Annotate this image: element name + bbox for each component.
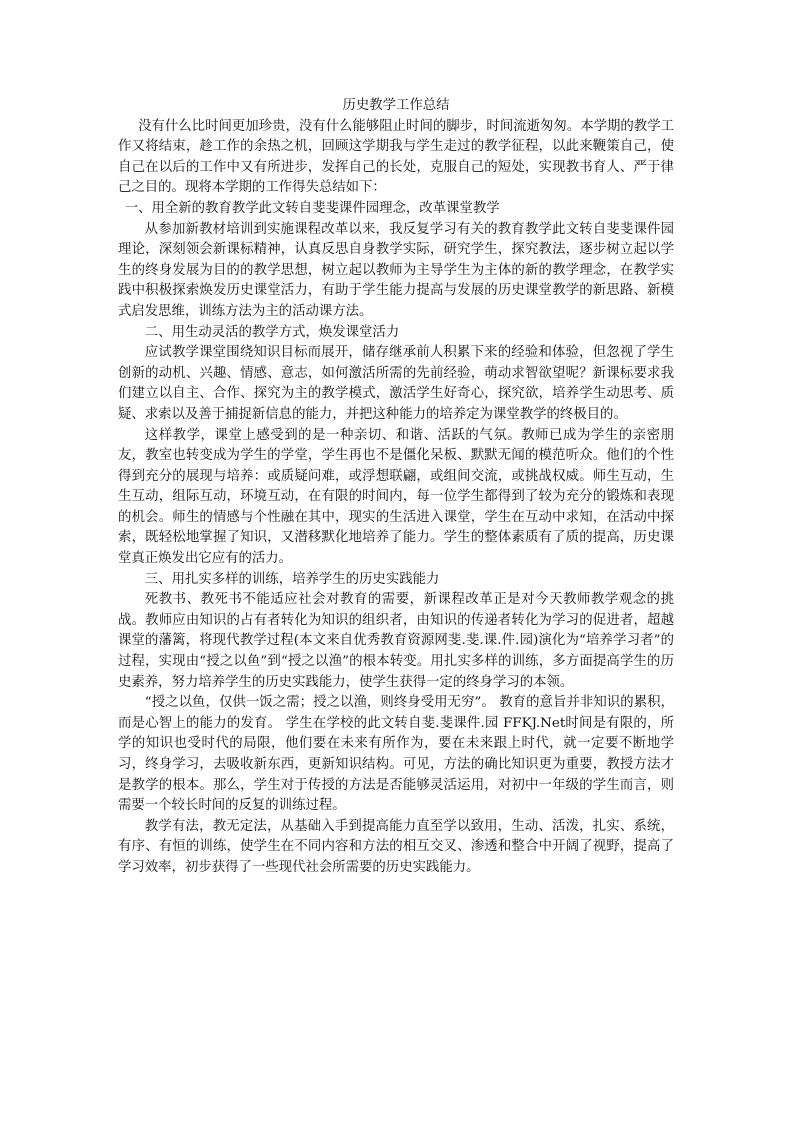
section-heading-2: 二、用生动灵活的教学方式，焕发课堂活力 — [144, 324, 400, 340]
body-paragraph: “授之以鱼，仅供一饭之需；授之以渔，则终身受用无穷”。 教育的意旨并非知识的累积，而是心智上的能力的发育。 学生在学校的此文转自斐.斐课件.园 FFKJ.Net时间是有限的，所学的知识也受时代的局限，他们要在未来有所作为，要在未来跟上时代，就一定要不断地学习，终身学习，去吸收新东西，更新知识结构。可见，方法的确比知识更为重要，教授方法才是教学的根本。那么，学生对于传授的方法是否能够灵活运用，对初中一年级的学生而言，则需要一个较长时间的反复的训练过程。 — [118, 695, 674, 814]
document-title: 历史教学工作总结 — [342, 98, 450, 113]
document-page — [118, 96, 674, 879]
body-paragraph: 死教书、教死书不能适应社会对教育的需要，新课程改革正是对今天教师教学观念的挑战。教师应由知识的占有者转化为知识的组织者，由知识的传递者转化为学习的促进者，超越课堂的藩篱，将现代教学过程(本文来自优秀教育资源网斐.斐.课.件.园)演化为“培养学习者”的过程，实现由“授之以鱼”到“授之以渔”的根本转变。用扎实多样的训练，多方面提高学生的历史素养，努力培养学生的历史实践能力，使学生获得一定的终身学习的本领。 — [118, 592, 674, 690]
section-heading-3: 三、用扎实多样的训练，培养学生的历史实践能力 — [144, 571, 440, 587]
body-paragraph: 教学有法，教无定法，从基础入手到提高能力直至学以致用，生动、活泼，扎实、系统，有序、有恒的训练，使学生在不同内容和方法的相互交叉、渗透和整合中开阔了视野，提高了学习效率，初步获得了一些现代社会所需要的历史实践能力。 — [118, 818, 674, 875]
body-paragraph: 应试教学课堂围绕知识目标而展开，储存继承前人积累下来的经验和体验，但忽视了学生创新的动机、兴趣、情感、意志，如何激活所需的先前经验，萌动求智欲望呢？新课标要求我们建立以自主、合作、探究为主的教学模式，激活学生好奇心，探究欲，培养学生动思考、质疑、求索以及善于捕捉新信息的能力，并把这种能力的培养定为课堂教学的终极目的。 — [118, 345, 674, 422]
body-paragraph: 这样教学，课堂上感受到的是一种亲切、和谐、活跃的气氛。教师已成为学生的亲密朋友，教室也转变成为学生的学堂，学生再也不是僵化呆板、默默无闻的模范听众。他们的个性得到充分的展现与培养：或质疑问难，或浮想联翩，或组间交流，或挑战权威。师生互动，生生互动，组际互动，环境互动，在有限的时间内，每一位学生都得到了较为充分的锻炼和表现的机会。师生的情感与个性融在其中，现实的生活进入课堂，学生在互动中求知，在活动中探索，既轻松地掌握了知识，又潜移默化地培养了能力。学生的整体素质有了质的提高，历史课堂真正焕发出它应有的活力。 — [118, 427, 674, 567]
intro-paragraph: 没有什么比时间更加珍贵，没有什么能够阻止时间的脚步，时间流逝匆匆。本学期的教学工作又将结束，趁工作的余热之机，回顾这学期我与学生走过的教学征程，以此来鞭策自己，使自己在以后的工作中又有所进步，发挥自己的长处，克服自己的短处，实现教书育人、严于律己之目的。现将本学期的工作得失总结如下： — [118, 118, 674, 196]
section-heading-1: 一、用全新的教育教学此文转自斐斐课件园理念，改革课堂教学 — [124, 200, 500, 216]
body-paragraph: 从参加新教材培训到实施课程改革以来，我反复学习有关的教育教学此文转自斐斐课件园理论，深刻领会新课标精神，认真反思自身教学实际，研究学生，探究教法，逐步树立起以学生的终身发展为目的的教学思想，树立起以教师为主导学生为主体的新的教学理念，在教学实践中积极探索焕发历史课堂活力，有助于学生能力提高与发展的历史课堂教学的新思路、新模式启发思维，训练方法为主的活动课方法。 — [118, 221, 674, 319]
